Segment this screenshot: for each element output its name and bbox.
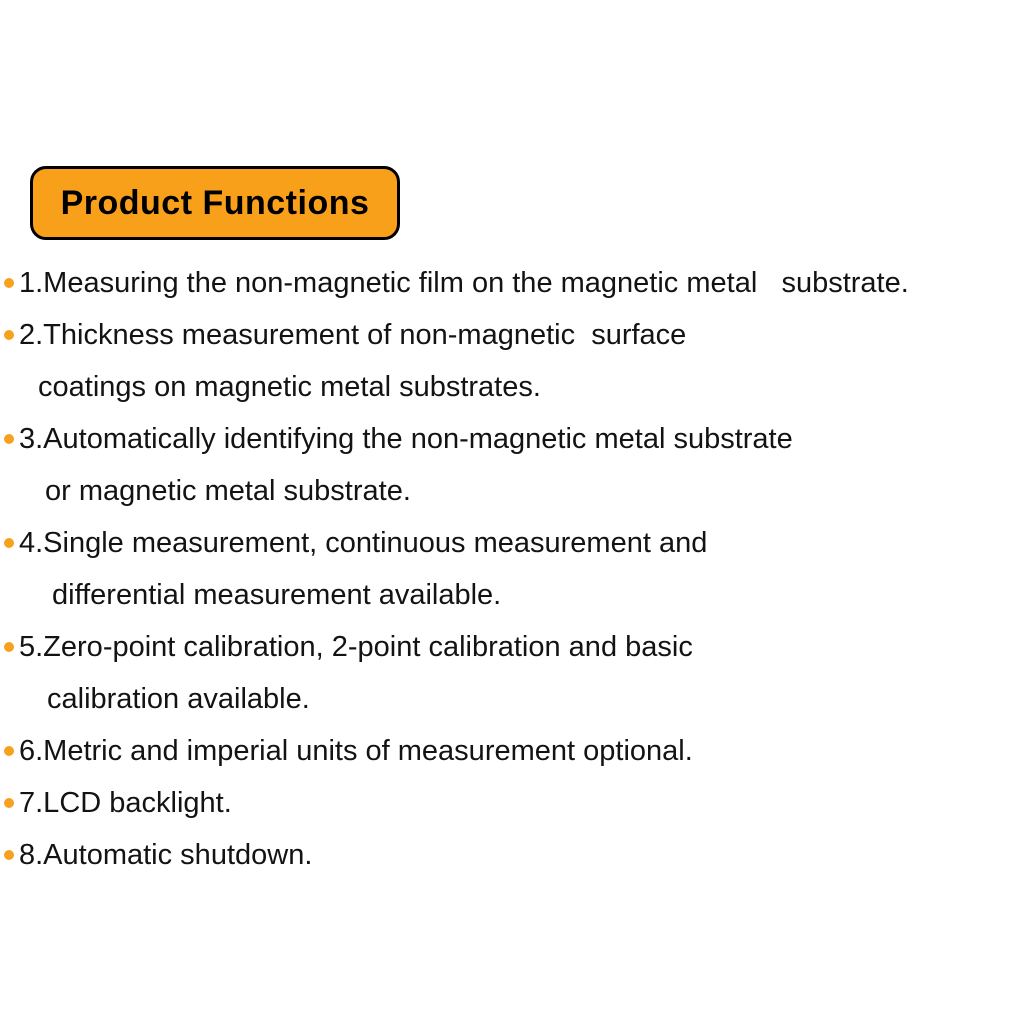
list-item-text: 2.Thickness measurement of non-magnetic surface bbox=[19, 319, 687, 351]
list-item-text: differential measurement available. bbox=[52, 579, 502, 611]
list-item-4 bbox=[0, 517, 1024, 621]
page-title: Product Functions bbox=[60, 183, 370, 222]
list-item-text: 3.Automatically identifying the non-magnetic metal substrate bbox=[19, 423, 793, 455]
bullet-icon bbox=[4, 278, 14, 288]
list-item-text: 1.Measuring the non-magnetic film on the magnetic metal substrate. bbox=[19, 267, 909, 299]
list-item-text: or magnetic metal substrate. bbox=[45, 475, 411, 507]
bullet-icon bbox=[4, 798, 14, 808]
list-item-text: 6.Metric and imperial units of measurement optional. bbox=[19, 735, 693, 767]
list-item-text: 7.LCD backlight. bbox=[19, 787, 232, 819]
list-item-3 bbox=[0, 413, 1024, 517]
list-item-text: 5.Zero-point calibration, 2-point calibration and basic bbox=[19, 631, 693, 663]
bullet-icon bbox=[4, 538, 14, 548]
list-item-8 bbox=[0, 829, 1024, 881]
bullet-icon bbox=[4, 746, 14, 756]
list-item-1 bbox=[0, 257, 1024, 309]
bullet-icon bbox=[4, 330, 14, 340]
list-item-text: coatings on magnetic metal substrates. bbox=[38, 371, 541, 403]
list-item-text: 4.Single measurement, continuous measurement and bbox=[19, 527, 708, 559]
list-item-2 bbox=[0, 309, 1024, 413]
list-item-6 bbox=[0, 725, 1024, 777]
product-functions-badge bbox=[30, 166, 400, 240]
list-item-5 bbox=[0, 621, 1024, 725]
bullet-icon bbox=[4, 642, 14, 652]
bullet-icon bbox=[4, 434, 14, 444]
function-list bbox=[0, 257, 1024, 881]
list-item-7 bbox=[0, 777, 1024, 829]
list-item-text: 8.Automatic shutdown. bbox=[19, 839, 313, 871]
list-item-text: calibration available. bbox=[47, 683, 310, 715]
bullet-icon bbox=[4, 850, 14, 860]
